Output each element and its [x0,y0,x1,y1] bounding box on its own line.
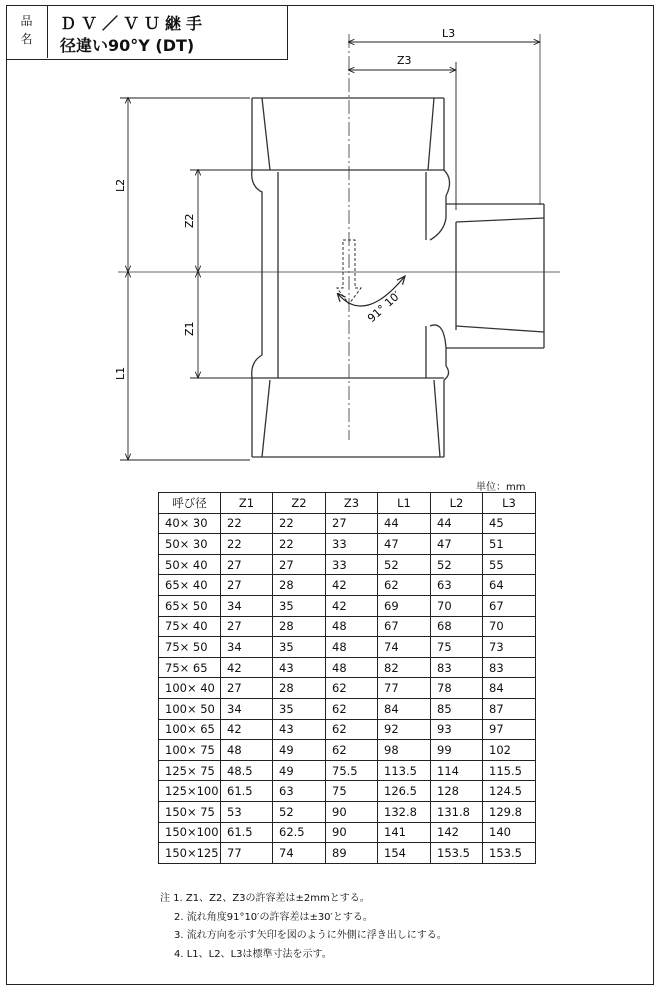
value-cell: 153.5 [431,843,483,864]
center-lines [118,34,560,440]
value-cell: 84 [483,678,536,699]
table-row [159,637,536,658]
value-cell: 63 [431,575,483,596]
value-cell: 42 [326,595,378,616]
value-cell: 42 [221,719,273,740]
size-cell: 100× 50 [159,698,221,719]
value-cell: 43 [273,657,326,678]
value-cell: 53 [221,801,273,822]
table-row [159,822,536,843]
value-cell: 102 [483,740,536,761]
col-header: L3 [483,493,536,514]
value-cell: 131.8 [431,801,483,822]
table-row [159,554,536,575]
dim-Z2-label: Z2 [183,213,196,228]
value-cell: 69 [378,595,431,616]
size-cell: 125× 75 [159,760,221,781]
value-cell: 49 [273,740,326,761]
value-cell: 45 [483,513,536,534]
value-cell: 35 [273,637,326,658]
value-cell: 83 [483,657,536,678]
value-cell: 52 [431,554,483,575]
value-cell: 64 [483,575,536,596]
value-cell: 22 [221,513,273,534]
notes [160,890,447,964]
size-cell: 65× 50 [159,595,221,616]
table-row [159,781,536,802]
value-cell: 68 [431,616,483,637]
value-cell: 129.8 [483,801,536,822]
value-cell: 90 [326,822,378,843]
dimension-lines [120,42,540,460]
value-cell: 27 [221,616,273,637]
value-cell: 74 [378,637,431,658]
size-cell: 150×125 [159,843,221,864]
table-row [159,740,536,761]
value-cell: 22 [273,534,326,555]
value-cell: 52 [273,801,326,822]
note-item: 注 1. Z1、Z2、Z3の許容差は±2mmとする。 [160,893,370,904]
value-cell: 27 [221,575,273,596]
value-cell: 27 [273,554,326,575]
value-cell: 90 [326,801,378,822]
value-cell: 34 [221,595,273,616]
size-cell: 75× 40 [159,616,221,637]
value-cell: 35 [273,595,326,616]
value-cell: 75.5 [326,760,378,781]
value-cell: 48 [221,740,273,761]
value-cell: 35 [273,698,326,719]
value-cell: 77 [221,843,273,864]
value-cell: 51 [483,534,536,555]
value-cell: 48 [326,637,378,658]
label-hin: 品 [20,14,33,28]
value-cell: 34 [221,637,273,658]
unit-label: 単位：mm [476,482,526,493]
col-header: L2 [431,493,483,514]
table-row [159,760,536,781]
angle-label: 91° 10′ [365,288,404,325]
table-row [159,616,536,637]
value-cell: 89 [326,843,378,864]
value-cell: 22 [221,534,273,555]
value-cell: 47 [378,534,431,555]
note-item: 3. 流れ方向を示す矢印を図のように外側に浮き出しにする。 [174,930,447,941]
size-cell: 40× 30 [159,513,221,534]
value-cell: 74 [273,843,326,864]
dim-L2-label: L2 [114,178,127,192]
product-title-line1: ＤＶ／ＶＵ継手 [60,14,208,33]
value-cell: 42 [221,657,273,678]
value-cell: 61.5 [221,781,273,802]
product-title-line2: 径違い90°Y (DT) [60,36,195,55]
value-cell: 42 [326,575,378,596]
value-cell: 141 [378,822,431,843]
value-cell: 85 [431,698,483,719]
col-header: 呼び径 [159,493,221,514]
value-cell: 62 [326,698,378,719]
value-cell: 62 [378,575,431,596]
size-cell: 65× 40 [159,575,221,596]
size-cell: 100× 40 [159,678,221,699]
size-cell: 75× 65 [159,657,221,678]
table-row [159,719,536,740]
value-cell: 70 [483,616,536,637]
label-mei: 名 [20,32,33,46]
value-cell: 44 [431,513,483,534]
value-cell: 27 [326,513,378,534]
value-cell: 28 [273,575,326,596]
dim-L3-label: L3 [442,27,456,40]
value-cell: 44 [378,513,431,534]
value-cell: 62 [326,678,378,699]
value-cell: 126.5 [378,781,431,802]
value-cell: 154 [378,843,431,864]
value-cell: 62 [326,740,378,761]
value-cell: 83 [431,657,483,678]
value-cell: 48.5 [221,760,273,781]
table-row [159,657,536,678]
size-cell: 100× 75 [159,740,221,761]
table-row [159,513,536,534]
value-cell: 77 [378,678,431,699]
dim-L1-label: L1 [114,366,127,380]
value-cell: 115.5 [483,760,536,781]
note-item: 2. 流れ角度91°10′の許容差は±30′とする。 [174,911,373,923]
value-cell: 27 [221,678,273,699]
table-row [159,801,536,822]
col-header: Z3 [326,493,378,514]
value-cell: 47 [431,534,483,555]
table-row [159,595,536,616]
value-cell: 97 [483,719,536,740]
value-cell: 48 [326,616,378,637]
value-cell: 22 [273,513,326,534]
value-cell: 61.5 [221,822,273,843]
size-cell: 50× 40 [159,554,221,575]
value-cell: 67 [483,595,536,616]
value-cell: 114 [431,760,483,781]
value-cell: 132.8 [378,801,431,822]
value-cell: 87 [483,698,536,719]
value-cell: 62 [326,719,378,740]
value-cell: 48 [326,657,378,678]
value-cell: 93 [431,719,483,740]
value-cell: 62.5 [273,822,326,843]
value-cell: 34 [221,698,273,719]
value-cell: 124.5 [483,781,536,802]
value-cell: 140 [483,822,536,843]
value-cell: 142 [431,822,483,843]
value-cell: 128 [431,781,483,802]
value-cell: 49 [273,760,326,781]
value-cell: 82 [378,657,431,678]
value-cell: 73 [483,637,536,658]
table-row [159,678,536,699]
size-cell: 150× 75 [159,801,221,822]
value-cell: 78 [431,678,483,699]
value-cell: 84 [378,698,431,719]
fitting-drawing [0,0,662,480]
col-header: Z1 [221,493,273,514]
value-cell: 113.5 [378,760,431,781]
value-cell: 28 [273,616,326,637]
value-cell: 92 [378,719,431,740]
value-cell: 52 [378,554,431,575]
table-row [159,843,536,864]
value-cell: 33 [326,534,378,555]
value-cell: 63 [273,781,326,802]
size-cell: 150×100 [159,822,221,843]
value-cell: 99 [431,740,483,761]
fitting-outline [252,98,544,457]
table-row [159,534,536,555]
value-cell: 33 [326,554,378,575]
dimension-table [158,492,536,864]
table-row [159,575,536,596]
value-cell: 27 [221,554,273,575]
table-row [159,698,536,719]
dim-Z1-label: Z1 [183,321,196,336]
size-cell: 50× 30 [159,534,221,555]
value-cell: 55 [483,554,536,575]
table-header-row [159,493,536,514]
dim-Z3-label: Z3 [397,54,412,67]
size-cell: 100× 65 [159,719,221,740]
value-cell: 75 [326,781,378,802]
value-cell: 43 [273,719,326,740]
note-item: 4. L1、L2、L3は標準寸法を示す。 [174,948,332,960]
col-header: L1 [378,493,431,514]
col-header: Z2 [273,493,326,514]
value-cell: 75 [431,637,483,658]
size-cell: 75× 50 [159,637,221,658]
value-cell: 153.5 [483,843,536,864]
value-cell: 98 [378,740,431,761]
value-cell: 67 [378,616,431,637]
value-cell: 28 [273,678,326,699]
size-cell: 125×100 [159,781,221,802]
value-cell: 70 [431,595,483,616]
